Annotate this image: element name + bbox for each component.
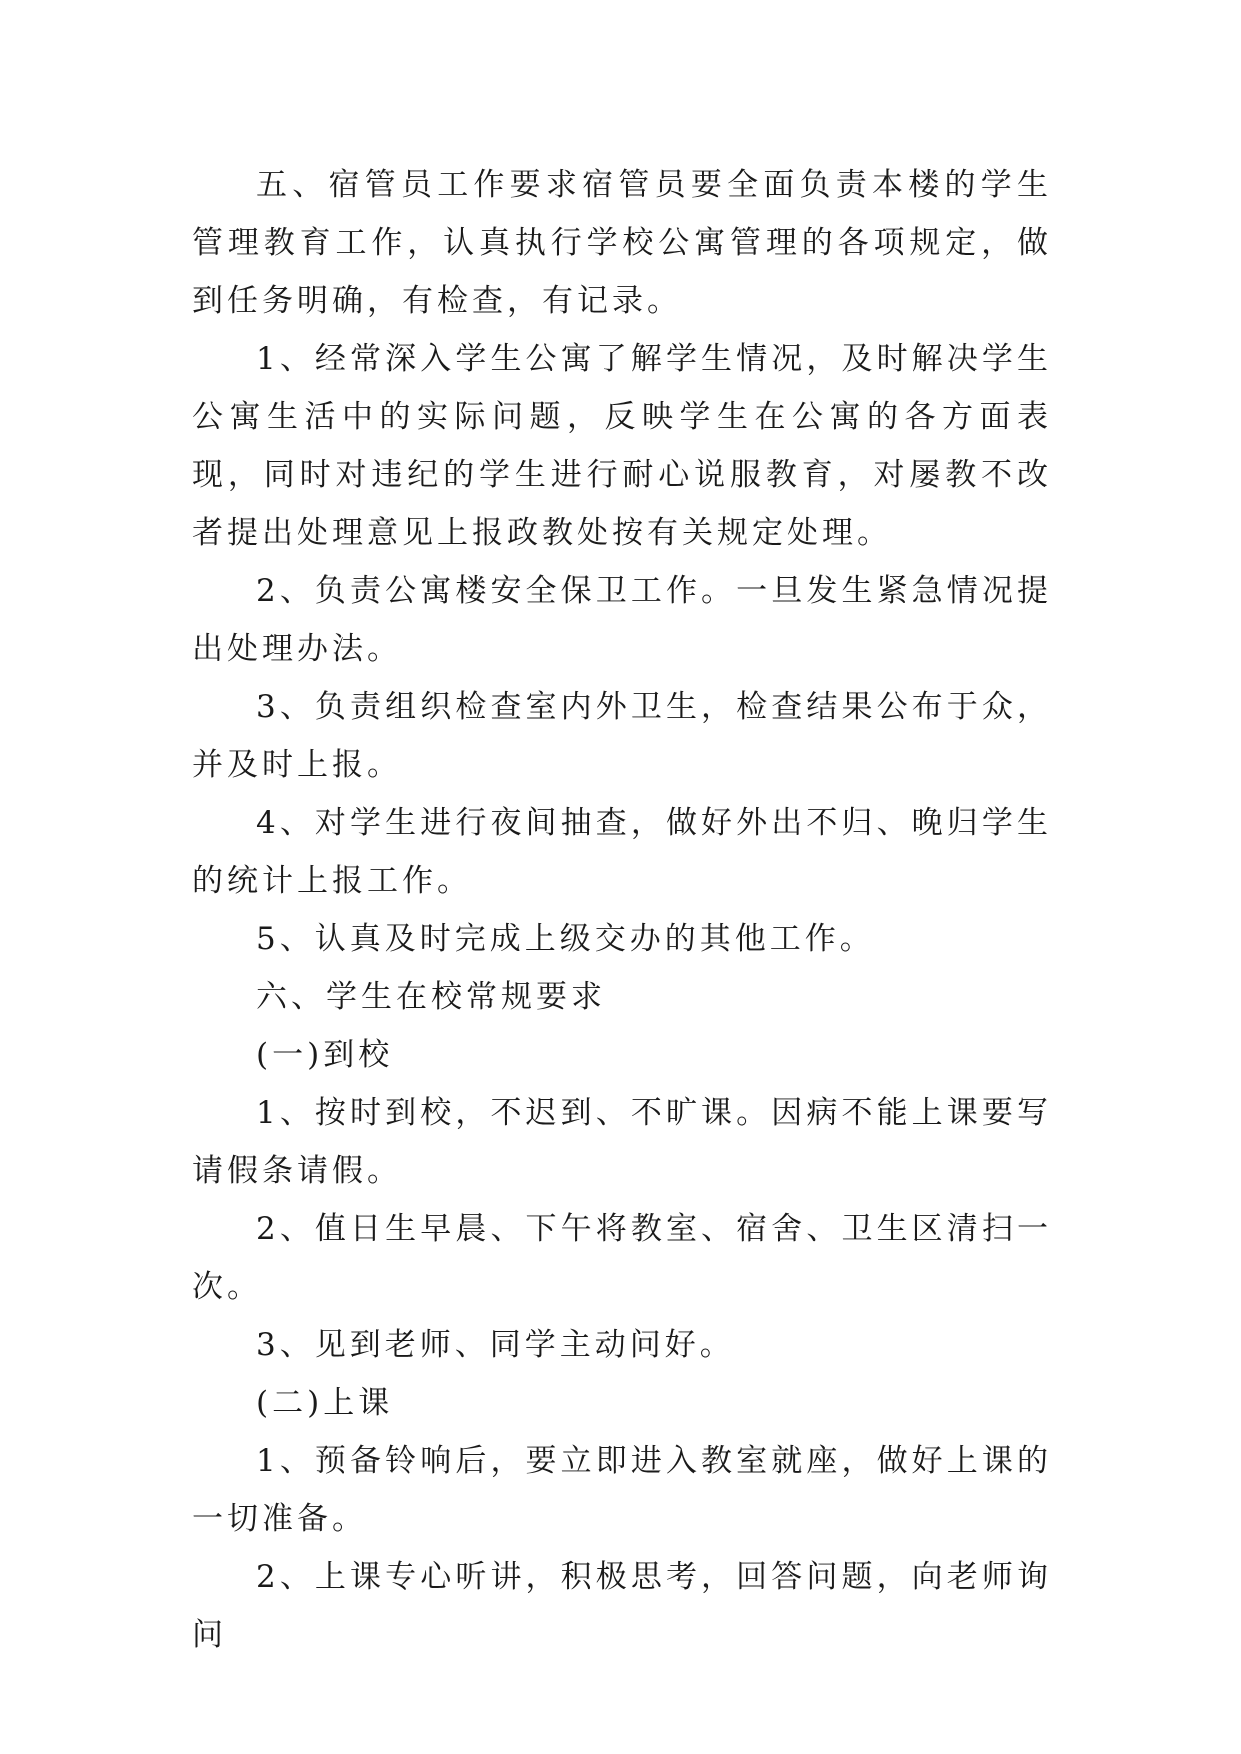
document-body: [192, 156, 1052, 1664]
paragraph-section-5: 五、宿管员工作要求宿管员要全面负责本楼的学生管理教育工作，认真执行学校公寓管理的各项规定，做到任务明确，有检查，有记录。: [192, 167, 1052, 319]
subheading-arrival: (一)到校: [256, 1037, 394, 1073]
paragraph-item-5: 5、认真及时完成上级交办的其他工作。: [256, 921, 875, 957]
paragraph-arrival-1: 1、按时到校，不迟到、不旷课。因病不能上课要写请假条请假。: [192, 1095, 1052, 1189]
paragraph-arrival-3: 3、见到老师、同学主动问好。: [256, 1327, 735, 1363]
paragraph-class-1: 1、预备铃响后，要立即进入教室就座，做好上课的一切准备。: [192, 1443, 1052, 1537]
paragraph-item-4: 4、对学生进行夜间抽查，做好外出不归、晚归学生的统计上报工作。: [192, 805, 1052, 899]
subheading-class: (二)上课: [256, 1385, 394, 1421]
paragraph-item-1: 1、经常深入学生公寓了解学生情况，及时解决学生公寓生活中的实际问题，反映学生在公寓的各方面表现，同时对违纪的学生进行耐心说服教育，对屡教不改者提出处理意见上报政教处按有关规定处理。: [192, 341, 1052, 551]
paragraph-item-3: 3、负责组织检查室内外卫生，检查结果公布于众，并及时上报。: [192, 689, 1052, 783]
paragraph-class-2: 2、上课专心听讲，积极思考，回答问题，向老师询问: [192, 1559, 1052, 1653]
section-heading-6: 六、学生在校常规要求: [256, 979, 606, 1015]
paragraph-arrival-2: 2、值日生早晨、下午将教室、宿舍、卫生区清扫一次。: [192, 1211, 1052, 1305]
paragraph-item-2: 2、负责公寓楼安全保卫工作。一旦发生紧急情况提出处理办法。: [192, 573, 1052, 667]
